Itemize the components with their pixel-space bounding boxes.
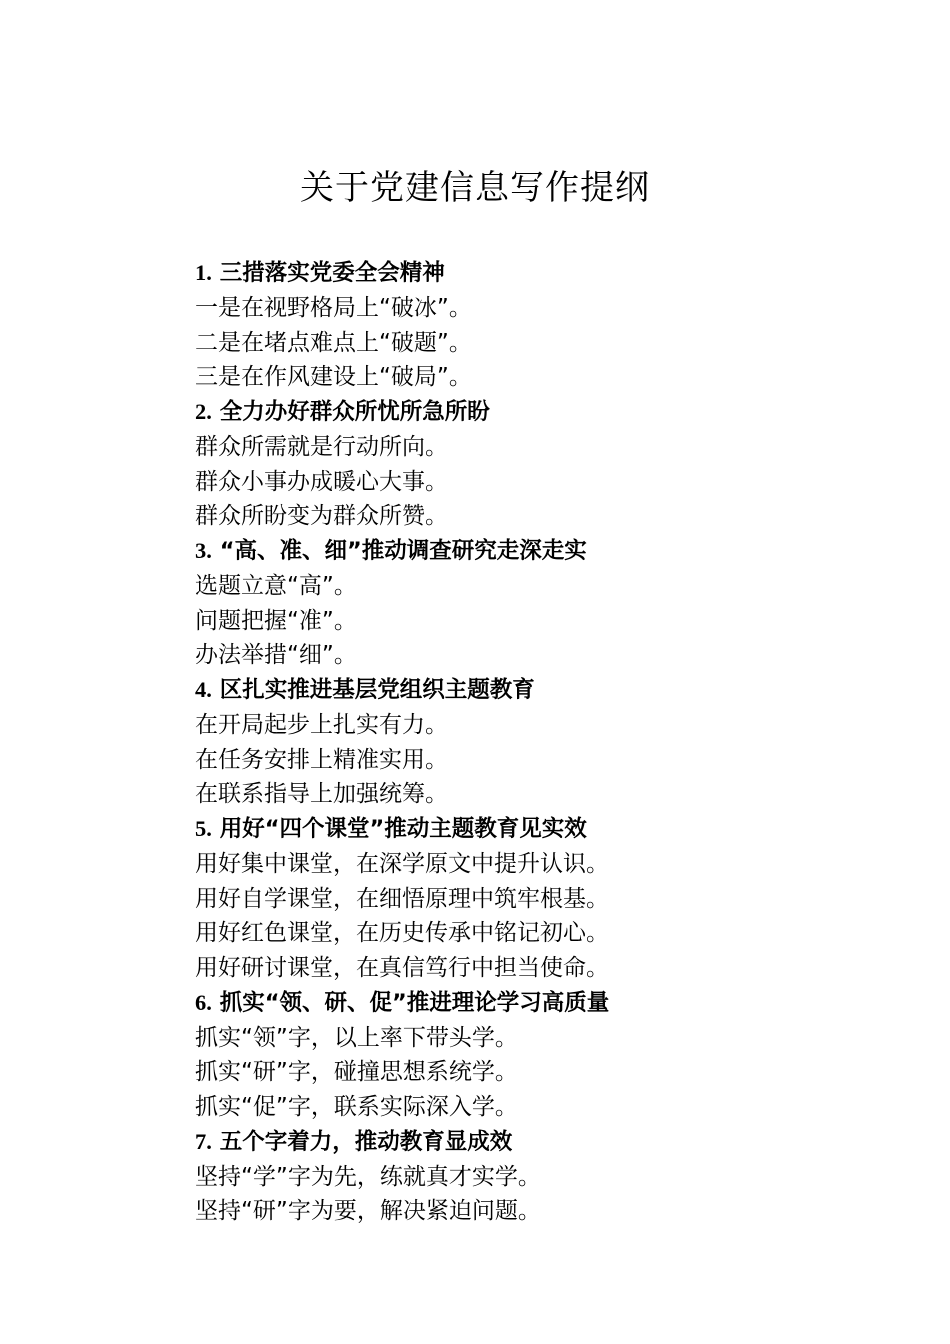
- section-heading-text: 用好“四个课堂”推动主题教育见实效: [219, 816, 587, 842]
- outline-point: 坚持“学”字为先，练就真才实学。: [195, 1163, 541, 1190]
- outline-point: 三是在作风建设上“破局”。: [195, 364, 472, 391]
- outline-point: 坚持“研”字为要，解决紧迫问题。: [195, 1198, 541, 1225]
- outline-point: 在开局起步上扎实有力。: [195, 711, 448, 738]
- section-heading-text: “高、准、细”推动调查研究走深走实: [219, 538, 587, 564]
- outline-point: 群众小事办成暖心大事。: [195, 468, 448, 495]
- section-heading: [195, 534, 915, 569]
- section-number: 1.: [195, 260, 212, 285]
- outline-point: 抓实“领”字，以上率下带头学。: [195, 1024, 518, 1051]
- section-heading-text: 三措落实党委全会精神: [219, 260, 445, 286]
- document-title: 关于党建信息写作提纲: [300, 168, 650, 208]
- outline-point: 用好集中课堂，在深学原文中提升认识。: [195, 850, 609, 877]
- section-heading: [195, 395, 915, 430]
- outline-point: 群众所盼变为群众所赞。: [195, 503, 448, 530]
- section-number: 2.: [195, 399, 212, 424]
- section-number: 5.: [195, 816, 212, 841]
- outline-point: 在联系指导上加强统筹。: [195, 781, 448, 808]
- outline-point: 抓实“促”字，联系实际深入学。: [195, 1094, 518, 1120]
- outline-point: 问题把握“准”。: [195, 607, 357, 634]
- section-heading: [195, 673, 915, 708]
- section-number: 3.: [195, 538, 212, 563]
- outline-point: 群众所需就是行动所向。: [195, 433, 448, 460]
- section-number: 4.: [195, 677, 212, 702]
- outline-point: 二是在堵点难点上“破题”。: [195, 329, 472, 356]
- outline-point: 办法举措“细”。: [195, 642, 357, 669]
- section-number: 6.: [195, 989, 212, 1015]
- section-heading: [195, 812, 915, 847]
- outline-point: 用好自学课堂，在细悟原理中筑牢根基。: [195, 885, 609, 912]
- section-heading: [195, 986, 915, 1021]
- section-heading-text: 全力办好群众所忧所急所盼: [219, 399, 490, 425]
- outline-point: 在任务安排上精准实用。: [195, 746, 448, 773]
- section-number: 7.: [195, 1128, 212, 1154]
- section-heading-text: 区扎实推进基层党组织主题教育: [219, 677, 535, 703]
- section-heading: [195, 1125, 915, 1160]
- outline-point: 一是在视野格局上“破冰”。: [195, 294, 472, 321]
- outline-point: 用好研讨课堂，在真信笃行中担当使命。: [195, 955, 609, 981]
- outline-point: 用好红色课堂，在历史传承中铭记初心。: [195, 920, 609, 947]
- section-heading-text: 五个字着力，推动教育显成效: [219, 1128, 513, 1155]
- section-heading-text: 抓实“领、研、促”推进理论学习高质量: [219, 989, 610, 1016]
- outline-point: 选题立意“高”。: [195, 572, 357, 599]
- section-heading: [195, 256, 915, 291]
- outline-list: [195, 256, 915, 1229]
- outline-point: 抓实“研”字，碰撞思想系统学。: [195, 1059, 518, 1086]
